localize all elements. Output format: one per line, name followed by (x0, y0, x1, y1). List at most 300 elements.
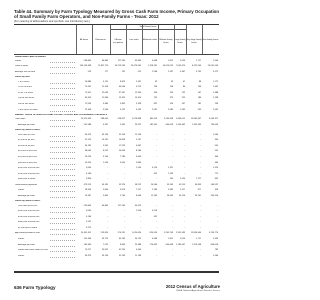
table-cell: 40,566 (118, 86, 126, 89)
table-cell: - (184, 133, 186, 136)
row-label: $250,000 to $499,999 (18, 215, 40, 218)
table-cell: 23,815 (101, 249, 109, 252)
row-label: Less than $2,500 (18, 133, 35, 136)
table-cell: 7,474,458 (191, 243, 202, 246)
row-label: Government payments (15, 183, 38, 186)
table-cell: - (200, 150, 202, 153)
dot-leader (50, 164, 75, 165)
row-label: $1,000,000 or more (18, 226, 38, 229)
table-cell: - (124, 226, 126, 229)
table-cell: 428 (214, 189, 219, 192)
table-cell: 5,769 (119, 194, 126, 197)
row-label: 500 to 999 acres (18, 102, 35, 105)
table-cell: 5,328 (135, 102, 142, 105)
table-cell: 1,916 (212, 167, 219, 170)
table-cell: - (140, 215, 142, 218)
table-cell: 7,217 (135, 189, 142, 192)
table-cell: - (200, 249, 202, 252)
section-heading-row (14, 200, 219, 203)
table-cell: 4,794,774 (208, 232, 219, 235)
table-cell: - (217, 215, 219, 218)
table-cell: 292 (121, 70, 126, 73)
table-row (14, 232, 219, 235)
dot-leader (50, 186, 75, 187)
table-cell: - (107, 221, 109, 224)
table-cell: 9,078 (119, 189, 126, 192)
table-cell: - (156, 150, 158, 153)
table-cell: 6,135 (135, 108, 142, 111)
table-cell: 32,110 (84, 139, 92, 142)
table-row (14, 156, 219, 159)
table-row (14, 134, 219, 137)
table-cell: 5,830 (85, 178, 92, 181)
table-cell: 75,011 (84, 91, 92, 94)
table-cell: 17,093 (84, 102, 92, 105)
table-cell: 4,307 (102, 123, 109, 126)
table-cell: 258 (214, 102, 219, 105)
table-cell: - (156, 254, 158, 257)
dot-leader (50, 212, 75, 213)
table-cell: - (172, 215, 174, 218)
table-cell: 11,136 (134, 254, 142, 257)
table-cell: 1,717 (195, 237, 202, 240)
section-heading-row (14, 129, 219, 132)
table-cell: 1,590 (102, 161, 109, 164)
table-cell: - (156, 139, 158, 142)
dot-leader (50, 147, 75, 148)
table-cell: 832 (214, 178, 219, 181)
table-cell: 5,849 (102, 194, 109, 197)
table-cell: - (200, 144, 202, 147)
table-cell: 877 (197, 189, 202, 192)
table-cell: - (172, 249, 174, 252)
row-label: Farms (15, 59, 22, 62)
table-cell: - (184, 215, 186, 218)
table-cell: 96,373 (84, 133, 92, 136)
table-cell: - (200, 167, 202, 170)
table-cell: - (184, 221, 186, 224)
table-row (14, 167, 219, 170)
row-label: Farms (18, 254, 25, 257)
table-cell: - (200, 226, 202, 229)
table-cell: 2,531 (151, 108, 158, 111)
table-cell: 849,116 (149, 118, 158, 121)
table-cell: 117,265 (117, 59, 126, 62)
table-cell: 523 (87, 70, 92, 73)
column-header: Moderate sales (142, 39, 158, 41)
table-cell: - (140, 178, 142, 181)
table-row (14, 238, 219, 241)
table-row (14, 86, 219, 89)
row-label: Agricultural products sold (15, 232, 40, 235)
table-cell: 3,467 (179, 70, 186, 73)
table-cell: 473,513 (83, 183, 92, 186)
table-row (14, 221, 219, 224)
table-cell: 58,212 (134, 183, 142, 186)
table-cell: - (172, 204, 174, 207)
table-cell: 2,391,493 (175, 232, 186, 235)
table-row (14, 65, 219, 68)
table-cell: 22,093 (101, 91, 109, 94)
table-cell: 3,104 (102, 155, 109, 158)
table-cell: 1,204,462 (175, 123, 186, 126)
table-cell: 34,181 (84, 144, 92, 147)
row-label: MARKET VALUE OF AGRICULTURAL PRODUCTS SOLD AND GOVERNMENT PAYMENTS (15, 114, 108, 117)
table-cell: 2,437 (135, 80, 142, 83)
row-label: Farms by size: (15, 76, 31, 79)
table-cell: 2,089 (167, 189, 174, 192)
table-cell: 1,550 (135, 210, 142, 213)
table-cell: 33,134 (101, 133, 109, 136)
table-cell: 824,550 (149, 232, 158, 235)
table-cell: 70,217 (84, 249, 92, 252)
table-cell: 3,411 (168, 59, 174, 62)
table-cell: 288,005 (100, 118, 109, 121)
table-cell: 4,216 (151, 167, 158, 170)
table-cell: 709,053 (210, 123, 219, 126)
column-header: All farms (79, 39, 89, 41)
table-row (14, 249, 219, 252)
table-cell: - (156, 221, 158, 224)
section-heading-row (14, 56, 219, 59)
table-cell: 225 (181, 97, 186, 100)
table-cell: 1,020,626 (131, 232, 142, 235)
table-cell: - (107, 167, 109, 170)
table-cell: 247 (181, 102, 186, 105)
table-cell: 5,137 (135, 139, 142, 142)
table-cell: 186 (197, 97, 202, 100)
table-cell: - (217, 226, 219, 229)
row-label: $100,000 to $249,999 (18, 167, 40, 170)
table-row (14, 255, 219, 258)
table-cell: 248,809 (83, 59, 92, 62)
dot-leader (50, 229, 75, 230)
table-cell: - (124, 210, 126, 213)
table-cell: 1,066 (212, 254, 219, 257)
table-cell: 62 (154, 80, 158, 83)
table-cell: 24,901,911 (80, 232, 92, 235)
row-label: Average per farm (18, 243, 35, 246)
table-cell: - (172, 155, 174, 158)
table-row (14, 178, 219, 181)
table-cell: 4,668 (151, 59, 158, 62)
table-cell: 34,729 (134, 237, 142, 240)
dot-leader (50, 120, 75, 121)
table-cell: 2,433,012 (175, 118, 186, 121)
table-cell: - (124, 172, 126, 175)
table-cell: - (200, 204, 202, 207)
table-row (14, 150, 219, 153)
table-cell: 136 (197, 86, 202, 89)
table-cell: 1,265 (179, 108, 186, 111)
table-cell: 9,961 (102, 144, 109, 147)
table-cell: 400 (214, 155, 219, 158)
table-cell: 2,937 (167, 70, 174, 73)
table-cell: 226,804 (83, 204, 92, 207)
row-label: Less than $100,000 (18, 204, 38, 207)
section-heading-row (14, 114, 219, 117)
table-cell: - (107, 172, 109, 175)
table-cell: 21,318 (101, 86, 109, 89)
table-row (14, 118, 219, 121)
table-cell: - (172, 254, 174, 257)
table-cell: 11,811,720 (98, 65, 109, 68)
table-cell: 375 (169, 97, 174, 100)
table-cell: 5,361 (119, 123, 126, 126)
table-cell: - (184, 172, 186, 175)
row-label: Average size of farm (15, 70, 36, 73)
table-row (14, 244, 219, 247)
table-cell: - (156, 155, 158, 158)
table-cell: - (172, 150, 174, 153)
table-cell: 66,863 (101, 204, 109, 207)
table-row (14, 189, 219, 192)
column-header: Midsize family farms (159, 39, 173, 44)
table-cell: 38,003 (84, 150, 92, 153)
table-cell: - (156, 178, 158, 181)
dot-leader (50, 73, 75, 74)
column-header: Non-family farms (202, 39, 219, 41)
dot-leader (50, 197, 75, 198)
table-cell: 163,360 (83, 243, 92, 246)
row-label: 180 to 499 acres (18, 97, 35, 100)
row-label: $2,500 to $4,999 (18, 139, 35, 142)
row-label: 10 to 49 acres (18, 86, 32, 89)
table-row (14, 184, 219, 187)
row-label: Total sales (15, 118, 26, 121)
table-row (14, 216, 219, 219)
table-cell: - (156, 204, 158, 207)
table-cell: 52,103 (118, 133, 126, 136)
table-row (14, 60, 219, 63)
row-label: 1,000 acres or more (18, 108, 38, 111)
table-cell: 66,863 (101, 59, 109, 62)
table-cell: 452 (153, 215, 158, 218)
table-cell: 7,525 (102, 243, 109, 246)
row-label: $50,000 to $99,999 (18, 161, 37, 164)
table-cell: 34,181 (101, 183, 109, 186)
table-cell: 52,376 (118, 183, 126, 186)
table-cell: 822 (153, 102, 158, 105)
dot-leader (50, 94, 75, 95)
table-cell: 390 (153, 91, 158, 94)
table-cell: - (200, 172, 202, 175)
table-cell: 8,874 (119, 80, 126, 83)
table-cell: - (184, 226, 186, 229)
dot-leader (50, 207, 75, 208)
table-cell: - (217, 221, 219, 224)
row-label: $500,000 to $999,999 (18, 221, 40, 224)
table-cell: 1,602 (212, 86, 219, 89)
table-cell: - (156, 133, 158, 136)
table-cell: 1,172 (212, 80, 219, 83)
table-cell: 1,066 (212, 133, 219, 136)
table-row (14, 162, 219, 165)
table-cell: 2,089 (167, 108, 174, 111)
table-cell: 253,824 (100, 232, 109, 235)
table-cell: 4,400 (135, 249, 142, 252)
table-cell: 628,627 (117, 118, 126, 121)
column-header: Low sales (129, 39, 139, 41)
table-cell: - (200, 161, 202, 164)
table-cell: 3,889 (102, 102, 109, 105)
table-cell: 1,688 (212, 91, 219, 94)
table-cell: 592 (214, 150, 219, 153)
table-cell: - (184, 210, 186, 213)
table-cell: 4,272 (212, 70, 219, 73)
dot-leader (50, 251, 75, 252)
table-cell: - (184, 254, 186, 257)
table-cell: 118 (169, 86, 174, 89)
table-cell: 8,919 (102, 150, 109, 153)
table-cell: 7,318,201 (147, 65, 158, 68)
table-cell: 3,411 (168, 237, 174, 240)
table-cell: 23,522 (134, 123, 142, 126)
dot-leader (50, 126, 75, 127)
table-cell: - (107, 226, 109, 229)
table-cell: 1,568 (151, 70, 158, 73)
table-cell: 512 (137, 70, 142, 73)
table-cell: 469 (214, 161, 219, 164)
table-cell: 49 (170, 80, 174, 83)
row-label: Farms (18, 237, 25, 240)
table-cell: 10,016,519 (162, 65, 174, 68)
table-cell: 152,436 (83, 237, 92, 240)
table-row (14, 210, 219, 213)
table-cell: 576,251 (117, 232, 126, 235)
table-cell: - (124, 178, 126, 181)
table-cell: 65,162 (118, 237, 126, 240)
row-label: $500,000 or more (18, 178, 36, 181)
table-cell: 4,721 (119, 108, 126, 111)
table-cell: 3,005 (119, 161, 126, 164)
table-cell: 20,006 (118, 150, 126, 153)
table-cell: - (107, 210, 109, 213)
table-cell: 7,495,339 (191, 123, 202, 126)
table-cell: 176,639 (149, 243, 158, 246)
row-label: 1 to 9 acres (18, 80, 30, 83)
table-cell: 17,553 (118, 144, 126, 147)
table-cell: 12,834,644 (190, 232, 202, 235)
table-cell: 430 (214, 139, 219, 142)
dot-leader (50, 180, 75, 181)
table-cell: 1,217 (179, 189, 186, 192)
table-cell: 5,934 (212, 237, 219, 240)
table-cell: - (156, 226, 158, 229)
table-cell: - (200, 133, 202, 136)
table-cell: 6,667 (135, 144, 142, 147)
dot-leader (50, 158, 75, 159)
dot-leader (50, 83, 75, 84)
dot-leader (50, 223, 75, 224)
table-cell: 782 (214, 249, 219, 252)
table-cell: 29,901,556 (207, 65, 219, 68)
table-cell: 2,020 (179, 237, 186, 240)
table-cell: - (184, 249, 186, 252)
table-cell: 4,216 (151, 210, 158, 213)
table-cell: 4,166 (85, 172, 92, 175)
table-cell: 254 (169, 91, 174, 94)
table-cell: 73,201 (84, 86, 92, 89)
table-cell: 2,205,749 (163, 232, 174, 235)
table-cell: 11,136 (134, 133, 142, 136)
table-cell: - (124, 167, 126, 170)
table-cell: 34,213,530 (114, 65, 126, 68)
table-cell: 37,937 (118, 91, 126, 94)
table-cell: 1,939 (167, 172, 174, 175)
table-cell: 101,988 (83, 123, 92, 126)
dot-leader (50, 191, 75, 192)
table-cell: 152 (181, 91, 186, 94)
table-cell: 177 (104, 70, 109, 73)
row-label: $100,000 to $249,999 (18, 210, 40, 213)
table-cell: 452 (153, 172, 158, 175)
table-cell: 3,735 (195, 70, 202, 73)
table-cell: - (217, 204, 219, 207)
footer-page-label: 636 Farm Typology (14, 285, 56, 290)
table-cell: 181 (197, 102, 202, 105)
table-cell: 8,843 (119, 243, 126, 246)
table-cell: 4,151 (102, 80, 109, 83)
table-cell: - (140, 221, 142, 224)
row-label: FARMS AND LAND IN FARMS (15, 55, 46, 58)
table-cell: - (140, 172, 142, 175)
table-cell: 16,367 (84, 194, 92, 197)
table-cell: 88 (198, 80, 202, 83)
table-cell: - (200, 221, 202, 224)
table-cell: 16,818 (118, 139, 126, 142)
row-label: Average per farm (18, 123, 35, 126)
row-label: $25,000 to $49,999 (18, 155, 37, 158)
table-row (14, 139, 219, 142)
table-cell: - (156, 144, 158, 147)
dot-leader (50, 105, 75, 106)
table-cell: 1,078,838 (131, 118, 142, 121)
table-cell: 44,315 (134, 204, 142, 207)
table-cell: 3,566 (102, 108, 109, 111)
table-cell: 10,416 (134, 97, 142, 100)
table-cell: 520 (214, 144, 219, 147)
table-cell: 181,901 (149, 123, 158, 126)
table-cell: 47 (182, 80, 186, 83)
table-cell: 4,963,371 (208, 118, 219, 121)
table-row (14, 145, 219, 148)
table-cell: 10,155 (101, 139, 109, 142)
table-cell: 664,018 (165, 123, 174, 126)
table-cell: 12,869,497 (190, 118, 202, 121)
table-cell: - (184, 144, 186, 147)
table-cell: 1,183,907 (175, 243, 186, 246)
table-cell: 393,918 (210, 194, 219, 197)
table-cell: 59,209 (166, 183, 174, 186)
row-label: Farms with sales under $1,000 (18, 249, 48, 252)
table-cell: - (184, 155, 186, 158)
table-cell: 24,566 (150, 183, 158, 186)
column-group-header: Small family farms (139, 26, 157, 28)
table-cell: 12,330 (134, 91, 142, 94)
table-cell: 25,375,424 (80, 118, 92, 121)
data-table (14, 24, 219, 272)
dot-leader (50, 246, 75, 247)
table-cell: 34,116 (178, 194, 186, 197)
table-title: Table 44. Summary by Farm Typology Measured by Gross Cash Farm Income, Primary Occupation of Small Family Farm Operators, and Non-Family Farms - Texas: 2012 (14, 9, 220, 20)
table-cell: 28,343 (166, 194, 174, 197)
table-cell: 34,853 (194, 183, 202, 186)
table-cell: 2,264,958 (163, 118, 174, 121)
table-cell: - (172, 133, 174, 136)
table-cell: 11,846 (101, 97, 109, 100)
table-cell: 22,308 (84, 108, 92, 111)
